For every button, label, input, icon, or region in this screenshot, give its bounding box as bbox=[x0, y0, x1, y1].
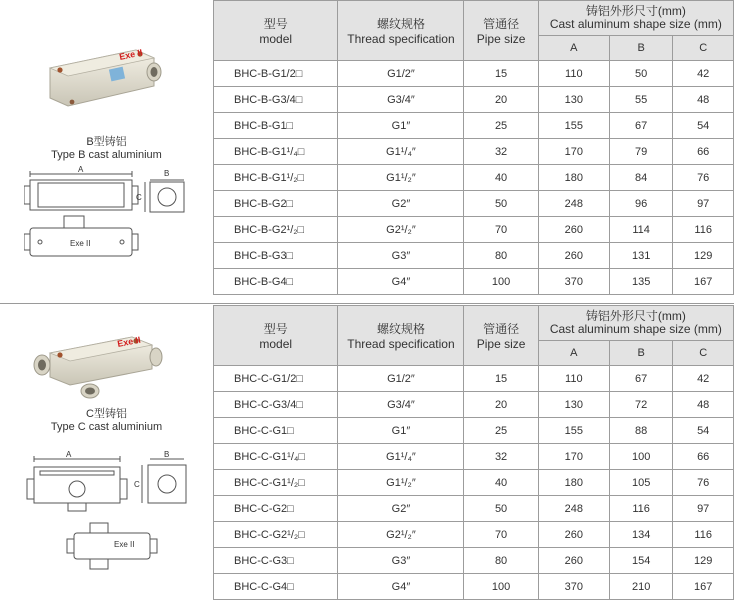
model-cell: BHC-B-G1/2□ bbox=[214, 61, 338, 87]
model-cell: BHC-C-G1¹/₄□ bbox=[214, 444, 338, 470]
table-row bbox=[214, 548, 734, 574]
pipe-size-cell: 20 bbox=[464, 392, 538, 418]
model-cell: BHC-C-G4□ bbox=[214, 574, 338, 600]
table-row bbox=[214, 496, 734, 522]
thread-cell: G3/4″ bbox=[338, 392, 464, 418]
header-row bbox=[214, 306, 734, 341]
type-c-illustration-panel bbox=[0, 305, 213, 609]
pipe-size-header: 管通径 Pipe size bbox=[464, 1, 538, 61]
dim-c-cell: 66 bbox=[673, 139, 734, 165]
dim-b-cell: 79 bbox=[609, 139, 672, 165]
dim-c-cell: 97 bbox=[673, 191, 734, 217]
dim-c-label: C bbox=[136, 193, 142, 202]
pipe-size-cell: 70 bbox=[464, 217, 538, 243]
pipe-size-cell: 80 bbox=[464, 243, 538, 269]
table-row bbox=[214, 61, 734, 87]
dim-a-label: A bbox=[78, 165, 84, 174]
dim-c-cell: 48 bbox=[673, 87, 734, 113]
type-c-box-photo bbox=[28, 327, 168, 401]
pipe-size-cell: 100 bbox=[464, 574, 538, 600]
dim-a-cell: 260 bbox=[538, 522, 609, 548]
pipe-size-cell: 25 bbox=[464, 418, 538, 444]
section-divider bbox=[0, 303, 734, 304]
dim-a-cell: 155 bbox=[538, 113, 609, 139]
thread-header: 螺纹规格 Thread specification bbox=[338, 1, 464, 61]
type-b-spec-table bbox=[213, 0, 734, 295]
dim-b-cell: 131 bbox=[609, 243, 672, 269]
type-b-box-photo bbox=[28, 44, 168, 118]
dim-b-cell: 135 bbox=[609, 269, 672, 295]
type-c-caption-en: Type C cast aluminium bbox=[50, 421, 163, 433]
dim-c-label: C bbox=[134, 480, 140, 489]
dim-a-cell: 110 bbox=[538, 61, 609, 87]
dim-a-cell: 370 bbox=[538, 269, 609, 295]
pipe-size-cell: 50 bbox=[464, 496, 538, 522]
model-header: 型号 model bbox=[214, 306, 338, 366]
type-c-spec-table bbox=[213, 305, 734, 600]
table-row bbox=[214, 522, 734, 548]
model-cell: BHC-B-G3/4□ bbox=[214, 87, 338, 113]
thread-cell: G2″ bbox=[338, 191, 464, 217]
drawing-nameplate-label: Exe II bbox=[114, 540, 135, 549]
dim-a-cell: 170 bbox=[538, 139, 609, 165]
thread-cell: G2¹/₂″ bbox=[338, 522, 464, 548]
model-cell: BHC-C-G2□ bbox=[214, 496, 338, 522]
thread-cell: G3″ bbox=[338, 548, 464, 574]
dim-a-cell: 248 bbox=[538, 191, 609, 217]
dim-a-label: A bbox=[66, 451, 72, 459]
table-row bbox=[214, 217, 734, 243]
dim-c-cell: 167 bbox=[673, 574, 734, 600]
type-b-dimension-drawing bbox=[24, 164, 194, 274]
dim-c-cell: 48 bbox=[673, 392, 734, 418]
thread-cell: G1¹/₄″ bbox=[338, 444, 464, 470]
dim-b-cell: 134 bbox=[609, 522, 672, 548]
model-cell: BHC-B-G1¹/₄□ bbox=[214, 139, 338, 165]
table-row bbox=[214, 418, 734, 444]
shape-size-header: 铸铝外形尺寸(mm) Cast aluminum shape size (mm) bbox=[538, 306, 733, 341]
thread-cell: G1″ bbox=[338, 418, 464, 444]
type-c-dimension-drawing bbox=[24, 451, 194, 591]
dim-a-cell: 370 bbox=[538, 574, 609, 600]
dim-b-cell: 210 bbox=[609, 574, 672, 600]
pipe-size-cell: 50 bbox=[464, 191, 538, 217]
col-a-header: A bbox=[538, 341, 609, 366]
model-cell: BHC-C-G2¹/₂□ bbox=[214, 522, 338, 548]
dim-b-cell: 116 bbox=[609, 496, 672, 522]
model-cell: BHC-B-G2□ bbox=[214, 191, 338, 217]
dim-c-cell: 76 bbox=[673, 165, 734, 191]
thread-cell: G1/2″ bbox=[338, 366, 464, 392]
type-b-section bbox=[0, 0, 734, 304]
model-cell: BHC-B-G1□ bbox=[214, 113, 338, 139]
pipe-size-cell: 32 bbox=[464, 444, 538, 470]
col-b-header: B bbox=[609, 36, 672, 61]
type-b-caption-zh: B型铸铝 bbox=[86, 136, 127, 148]
dim-c-cell: 167 bbox=[673, 269, 734, 295]
table-row bbox=[214, 392, 734, 418]
dim-c-cell: 54 bbox=[673, 113, 734, 139]
dim-b-label: B bbox=[164, 169, 170, 178]
dim-a-cell: 170 bbox=[538, 444, 609, 470]
shape-size-header: 铸铝外形尺寸(mm) Cast aluminum shape size (mm) bbox=[538, 1, 733, 36]
type-c-caption-zh: C型铸铝 bbox=[86, 408, 127, 420]
model-cell: BHC-B-G1¹/₂□ bbox=[214, 165, 338, 191]
type-b-nameplate: Exe II bbox=[118, 47, 144, 62]
dim-b-cell: 67 bbox=[609, 366, 672, 392]
dim-c-cell: 54 bbox=[673, 418, 734, 444]
dim-a-cell: 130 bbox=[538, 392, 609, 418]
dim-a-cell: 260 bbox=[538, 243, 609, 269]
dim-a-cell: 248 bbox=[538, 496, 609, 522]
pipe-size-cell: 80 bbox=[464, 548, 538, 574]
dim-b-cell: 154 bbox=[609, 548, 672, 574]
thread-cell: G4″ bbox=[338, 269, 464, 295]
drawing-nameplate-label: Exe II bbox=[70, 239, 91, 248]
dim-b-cell: 96 bbox=[609, 191, 672, 217]
thread-cell: G1¹/₄″ bbox=[338, 139, 464, 165]
table-row bbox=[214, 243, 734, 269]
dim-a-cell: 130 bbox=[538, 87, 609, 113]
model-cell: BHC-C-G1□ bbox=[214, 418, 338, 444]
col-a-header: A bbox=[538, 36, 609, 61]
dim-a-cell: 155 bbox=[538, 418, 609, 444]
thread-cell: G2″ bbox=[338, 496, 464, 522]
table-row bbox=[214, 444, 734, 470]
type-b-caption-en: Type B cast aluminium bbox=[51, 149, 162, 161]
dim-b-cell: 50 bbox=[609, 61, 672, 87]
model-cell: BHC-C-G3□ bbox=[214, 548, 338, 574]
pipe-size-header: 管通径 Pipe size bbox=[464, 306, 538, 366]
dim-b-cell: 55 bbox=[609, 87, 672, 113]
table-row bbox=[214, 470, 734, 496]
dim-c-cell: 76 bbox=[673, 470, 734, 496]
model-cell: BHC-B-G4□ bbox=[214, 269, 338, 295]
dim-a-cell: 180 bbox=[538, 470, 609, 496]
thread-cell: G1¹/₂″ bbox=[338, 165, 464, 191]
dim-b-label: B bbox=[164, 451, 170, 459]
thread-cell: G1″ bbox=[338, 113, 464, 139]
pipe-size-cell: 40 bbox=[464, 470, 538, 496]
dim-b-cell: 84 bbox=[609, 165, 672, 191]
pipe-size-cell: 25 bbox=[464, 113, 538, 139]
model-cell: BHC-C-G3/4□ bbox=[214, 392, 338, 418]
thread-cell: G2¹/₂″ bbox=[338, 217, 464, 243]
col-c-header: C bbox=[673, 36, 734, 61]
thread-cell: G3/4″ bbox=[338, 87, 464, 113]
table-row bbox=[214, 191, 734, 217]
dim-a-cell: 110 bbox=[538, 366, 609, 392]
model-cell: BHC-B-G2¹/₂□ bbox=[214, 217, 338, 243]
header-row bbox=[214, 1, 734, 36]
dim-a-cell: 180 bbox=[538, 165, 609, 191]
thread-cell: G1¹/₂″ bbox=[338, 470, 464, 496]
type-c-section bbox=[0, 305, 734, 609]
dim-c-cell: 66 bbox=[673, 444, 734, 470]
dim-a-cell: 260 bbox=[538, 217, 609, 243]
dim-c-cell: 42 bbox=[673, 61, 734, 87]
type-b-illustration-panel bbox=[0, 0, 213, 304]
table-row bbox=[214, 366, 734, 392]
type-c-nameplate: Exe II bbox=[116, 334, 142, 349]
pipe-size-cell: 20 bbox=[464, 87, 538, 113]
model-cell: BHC-C-G1¹/₂□ bbox=[214, 470, 338, 496]
dim-c-cell: 116 bbox=[673, 217, 734, 243]
dim-c-cell: 97 bbox=[673, 496, 734, 522]
dim-b-cell: 114 bbox=[609, 217, 672, 243]
col-c-header: C bbox=[673, 341, 734, 366]
model-cell: BHC-C-G1/2□ bbox=[214, 366, 338, 392]
thread-cell: G3″ bbox=[338, 243, 464, 269]
pipe-size-cell: 32 bbox=[464, 139, 538, 165]
table-row bbox=[214, 574, 734, 600]
model-cell: BHC-B-G3□ bbox=[214, 243, 338, 269]
dim-b-cell: 100 bbox=[609, 444, 672, 470]
table-row bbox=[214, 269, 734, 295]
dim-c-cell: 129 bbox=[673, 548, 734, 574]
pipe-size-cell: 15 bbox=[464, 61, 538, 87]
dim-c-cell: 42 bbox=[673, 366, 734, 392]
pipe-size-cell: 15 bbox=[464, 366, 538, 392]
thread-header: 螺纹规格 Thread specification bbox=[338, 306, 464, 366]
thread-cell: G4″ bbox=[338, 574, 464, 600]
dim-b-cell: 67 bbox=[609, 113, 672, 139]
dim-c-cell: 116 bbox=[673, 522, 734, 548]
pipe-size-cell: 40 bbox=[464, 165, 538, 191]
table-row bbox=[214, 165, 734, 191]
table-row bbox=[214, 87, 734, 113]
dim-b-cell: 72 bbox=[609, 392, 672, 418]
pipe-size-cell: 100 bbox=[464, 269, 538, 295]
thread-cell: G1/2″ bbox=[338, 61, 464, 87]
model-header: 型号 model bbox=[214, 1, 338, 61]
col-b-header: B bbox=[609, 341, 672, 366]
table-row bbox=[214, 113, 734, 139]
dim-b-cell: 88 bbox=[609, 418, 672, 444]
dim-c-cell: 129 bbox=[673, 243, 734, 269]
dim-b-cell: 105 bbox=[609, 470, 672, 496]
pipe-size-cell: 70 bbox=[464, 522, 538, 548]
dim-a-cell: 260 bbox=[538, 548, 609, 574]
table-row bbox=[214, 139, 734, 165]
